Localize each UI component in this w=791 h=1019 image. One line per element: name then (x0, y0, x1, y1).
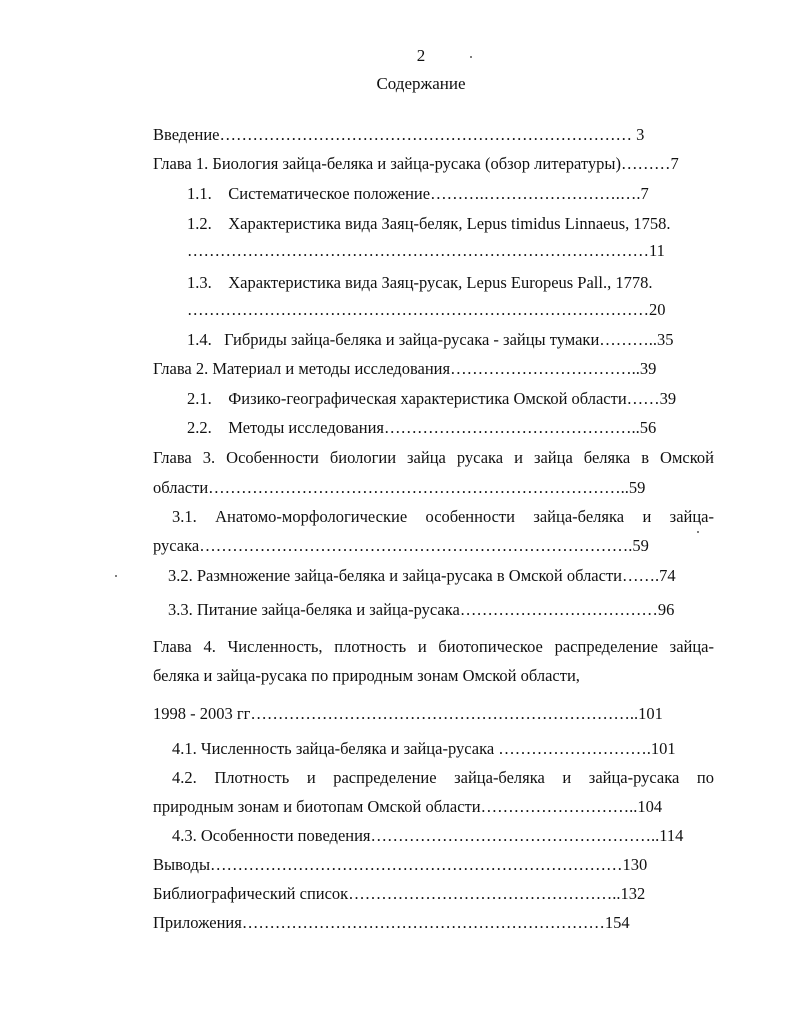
toc-appendices: Приложения…………………………………………………………154 (153, 913, 630, 932)
toc-section-1-2-page: …………………………………………………………………………11 (187, 241, 665, 260)
toc-section-4-2-line-2: природным зонам и биотопам Омской области………………………..104 (153, 797, 663, 816)
scan-speck (697, 531, 699, 533)
toc-chapter-1: Глава 1. Биология зайца-беляка и зайца-русака (обзор литературы)………7 (153, 154, 679, 173)
toc-section-4-2-line-1: 4.2. Плотность и распределение зайца-беляка и зайца-русака по (172, 768, 714, 787)
toc-chapter-4-line-1: Глава 4. Численность, плотность и биотопическое распределение зайца- (153, 637, 714, 656)
toc-section-1-4: 1.4. Гибриды зайца-беляка и зайца-русака - зайцы тумаки………..35 (187, 330, 674, 349)
toc-conclusions: Выводы…………………………………………………………………130 (153, 855, 648, 874)
page-number: 2 (416, 46, 426, 65)
toc-section-2-1: 2.1. Физико-географическая характеристика Омской области……39 (187, 389, 677, 408)
toc-chapter-3-line-1: Глава 3. Особенности биологии зайца русака и зайца беляка в Омской (153, 448, 714, 467)
toc-chapter-4-line-2: беляка и зайца-русака по природным зонам Омской области, (153, 666, 580, 685)
toc-section-3-1-line-2: русака…………………………………………………………………….59 (153, 536, 649, 555)
scan-speck (470, 56, 472, 58)
toc-section-3-3: 3.3. Питание зайца-беляка и зайца-русака………………………………96 (168, 600, 675, 619)
toc-chapter-4-line-3: 1998 - 2003 гг……………………………………………………………..101 (153, 704, 663, 723)
toc-section-1-1: 1.1. Систематическое положение……….…………………….….7 (187, 184, 649, 203)
toc-section-2-2: 2.2. Методы исследования………………………………………..56 (187, 418, 657, 437)
toc-section-1-3-page: …………………………………………………………………………20 (187, 300, 666, 319)
toc-section-1-2: 1.2. Характеристика вида Заяц-беляк, Lepus timidus Linnaeus, 1758. (187, 214, 671, 233)
toc-section-4-3: 4.3. Особенности поведения……………………………………………..114 (172, 826, 684, 845)
toc-chapter-3-line-2: области…………………………………………………………………..59 (153, 478, 646, 497)
toc-intro: Введение………………………………………………………………… 3 (153, 125, 645, 144)
toc-section-3-1-line-1: 3.1. Анатомо-морфологические особенности зайца-беляка и зайца- (172, 507, 714, 526)
toc-section-3-2: 3.2. Размножение зайца-беляка и зайца-русака в Омской области…….74 (168, 566, 676, 585)
scan-speck (115, 575, 117, 577)
toc-section-4-1: 4.1. Численность зайца-беляка и зайца-русака ……………………….101 (172, 739, 676, 758)
toc-chapter-2: Глава 2. Материал и методы исследования……………………………..39 (153, 359, 657, 378)
page-title: Содержание (376, 74, 466, 93)
toc-bibliography: Библиографический список…………………………………………..132 (153, 884, 646, 903)
toc-section-1-3: 1.3. Характеристика вида Заяц-русак, Lepus Europeus Pall., 1778. (187, 273, 653, 292)
